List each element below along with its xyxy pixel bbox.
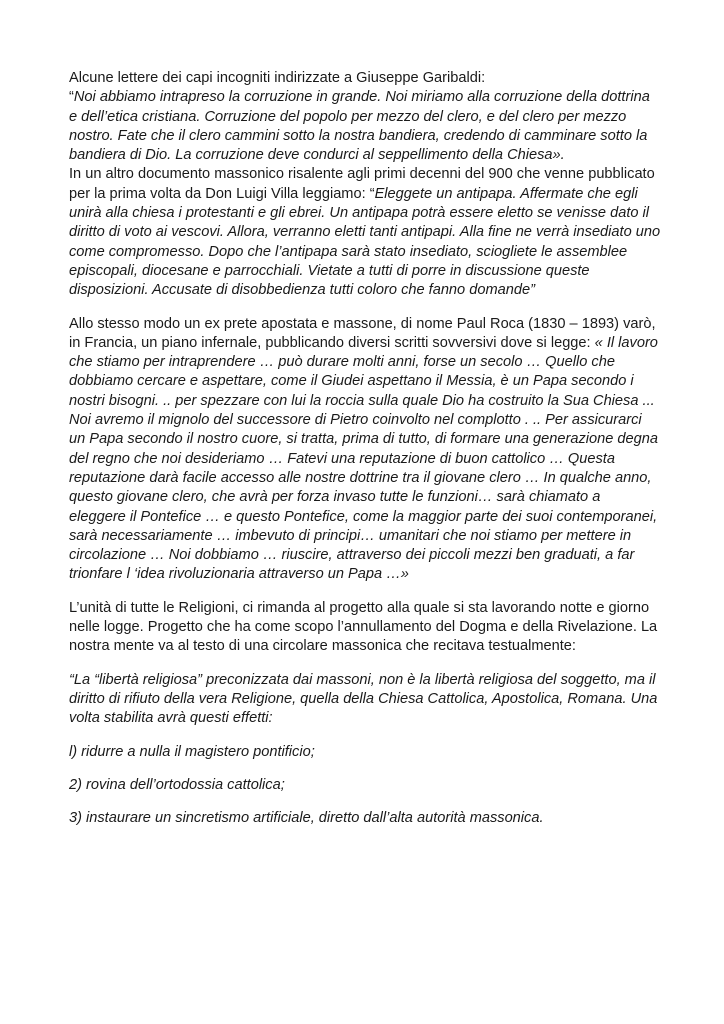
intro-text: Alcune lettere dei capi incogniti indirizzate a Giuseppe Garibaldi: <box>69 70 486 86</box>
list-item <box>69 809 661 828</box>
paragraph-religious-freedom <box>69 671 661 729</box>
list-item-text: l) ridurre a nulla il magistero pontificio; <box>69 743 315 760</box>
roca-intro-text: Allo stesso modo un ex prete apostata e massone, di nome Paul Roca (1830 – 1893) varò, in Francia, un piano infernale, pubblicando diversi scritti sovversivi dove si legge: <box>69 315 656 351</box>
antipapa-intro-text: In un altro documento massonico risalente agli primi decenni del 900 che venne pubblicato per la prima volta da Don Luigi Villa leggiamo: “ <box>69 166 655 202</box>
roca-quote: « Il lavoro che stiamo per intraprendere … può durare molti anni, forse un secolo … Quello che dobbiamo cercare e aspettare, come il Giudei aspettano il Messia, è un Papa secondo i nostri bisogni. .. per spezzare con lui la roccia sulla quale Dio ha costruito la Sua Chiesa ... Noi avremo il mignolo del successore di Pietro coinvolto nel complotto . .. Per assicurarci un Papa secondo il nostro cuore, si tratta, prima di tutto, di formare una generazione degna del regno che noi desideriamo … Fatevi una reputazione di buon cattolico … Questa reputazione darà facile accesso alle nostre dottrine tra il giovane clero … In qualche anno, questo giovane clero, che avrà per forza invaso tutte le funzioni… sarà chiamato a eleggere il Pontefice … e questo Pontefice, come la maggior parte dei suoi contemporanei, sarà necessariamente … imbevuto di principi… umanitari che noi stiamo per mettere in circolazione … Noi dobbiamo … riuscire, attraverso dei piccoli mezzi ben graduati, a far trionfare l ‘idea rivoluzionaria attraverso un Papa …» <box>69 334 658 583</box>
paragraph-garibaldi-letters <box>69 69 661 301</box>
paragraph-religions-unity <box>69 599 661 657</box>
paragraph-paul-roca <box>69 315 661 585</box>
list-item-text: 3) instaurare un sincretismo artificiale, diretto dall’alta autorità massonica. <box>69 810 544 827</box>
document-page <box>69 69 661 828</box>
open-quote-mark: “ <box>69 89 74 106</box>
religions-unity-text: L’unità di tutte le Religioni, ci rimanda al progetto alla quale si sta lavorando notte e giorno nelle logge. Progetto che ha come scopo l’annullamento del Dogma e della Rivelazione. La nostra mente va al testo di una circolare massonica che recitava testualmente: <box>69 599 658 655</box>
antipapa-quote: Eleggete un antipapa. Affermate che egli unirà alla chiesa i protestanti e gli ebrei. Un antipapa potrà essere eletto se venisse dato il diritto di voto ai vescovi. Allora, verranno eletti tanti antipapi. Alla fine ne verrà insediato uno come compromesso. Dopo che l’antipapa sarà stato insediato, sciogliete le assemblee episcopali, diocesane e parrocchiali. Vietate a tutti di porre in discussione queste disposizioni. Accusate di disobbedienza tutti coloro che fanno domande” <box>69 185 661 299</box>
list-item <box>69 776 661 795</box>
garibaldi-quote: Noi abbiamo intrapreso la corruzione in grande. Noi miriamo alla corruzione della dottrina e dell’etica cristiana. Corruzione del popolo per mezzo del clero, e del clero per mezzo nostro. Fate che il clero cammini sotto la nostra bandiera, credendo di camminare sotto la bandiera di Dio. La corruzione deve condurci al seppellimento della Chiesa». <box>69 89 650 164</box>
list-item-text: 2) rovina dell’ortodossia cattolica; <box>69 776 285 793</box>
list-item <box>69 743 661 762</box>
religious-freedom-quote: “La “libertà religiosa” preconizzata dai massoni, non è la libertà religiosa del soggetto, ma il diritto di rifiuto della vera Religione, quella della Chiesa Cattolica, Apostolica, Romana. Una volta stabilita avrà questi effetti: <box>69 671 658 727</box>
